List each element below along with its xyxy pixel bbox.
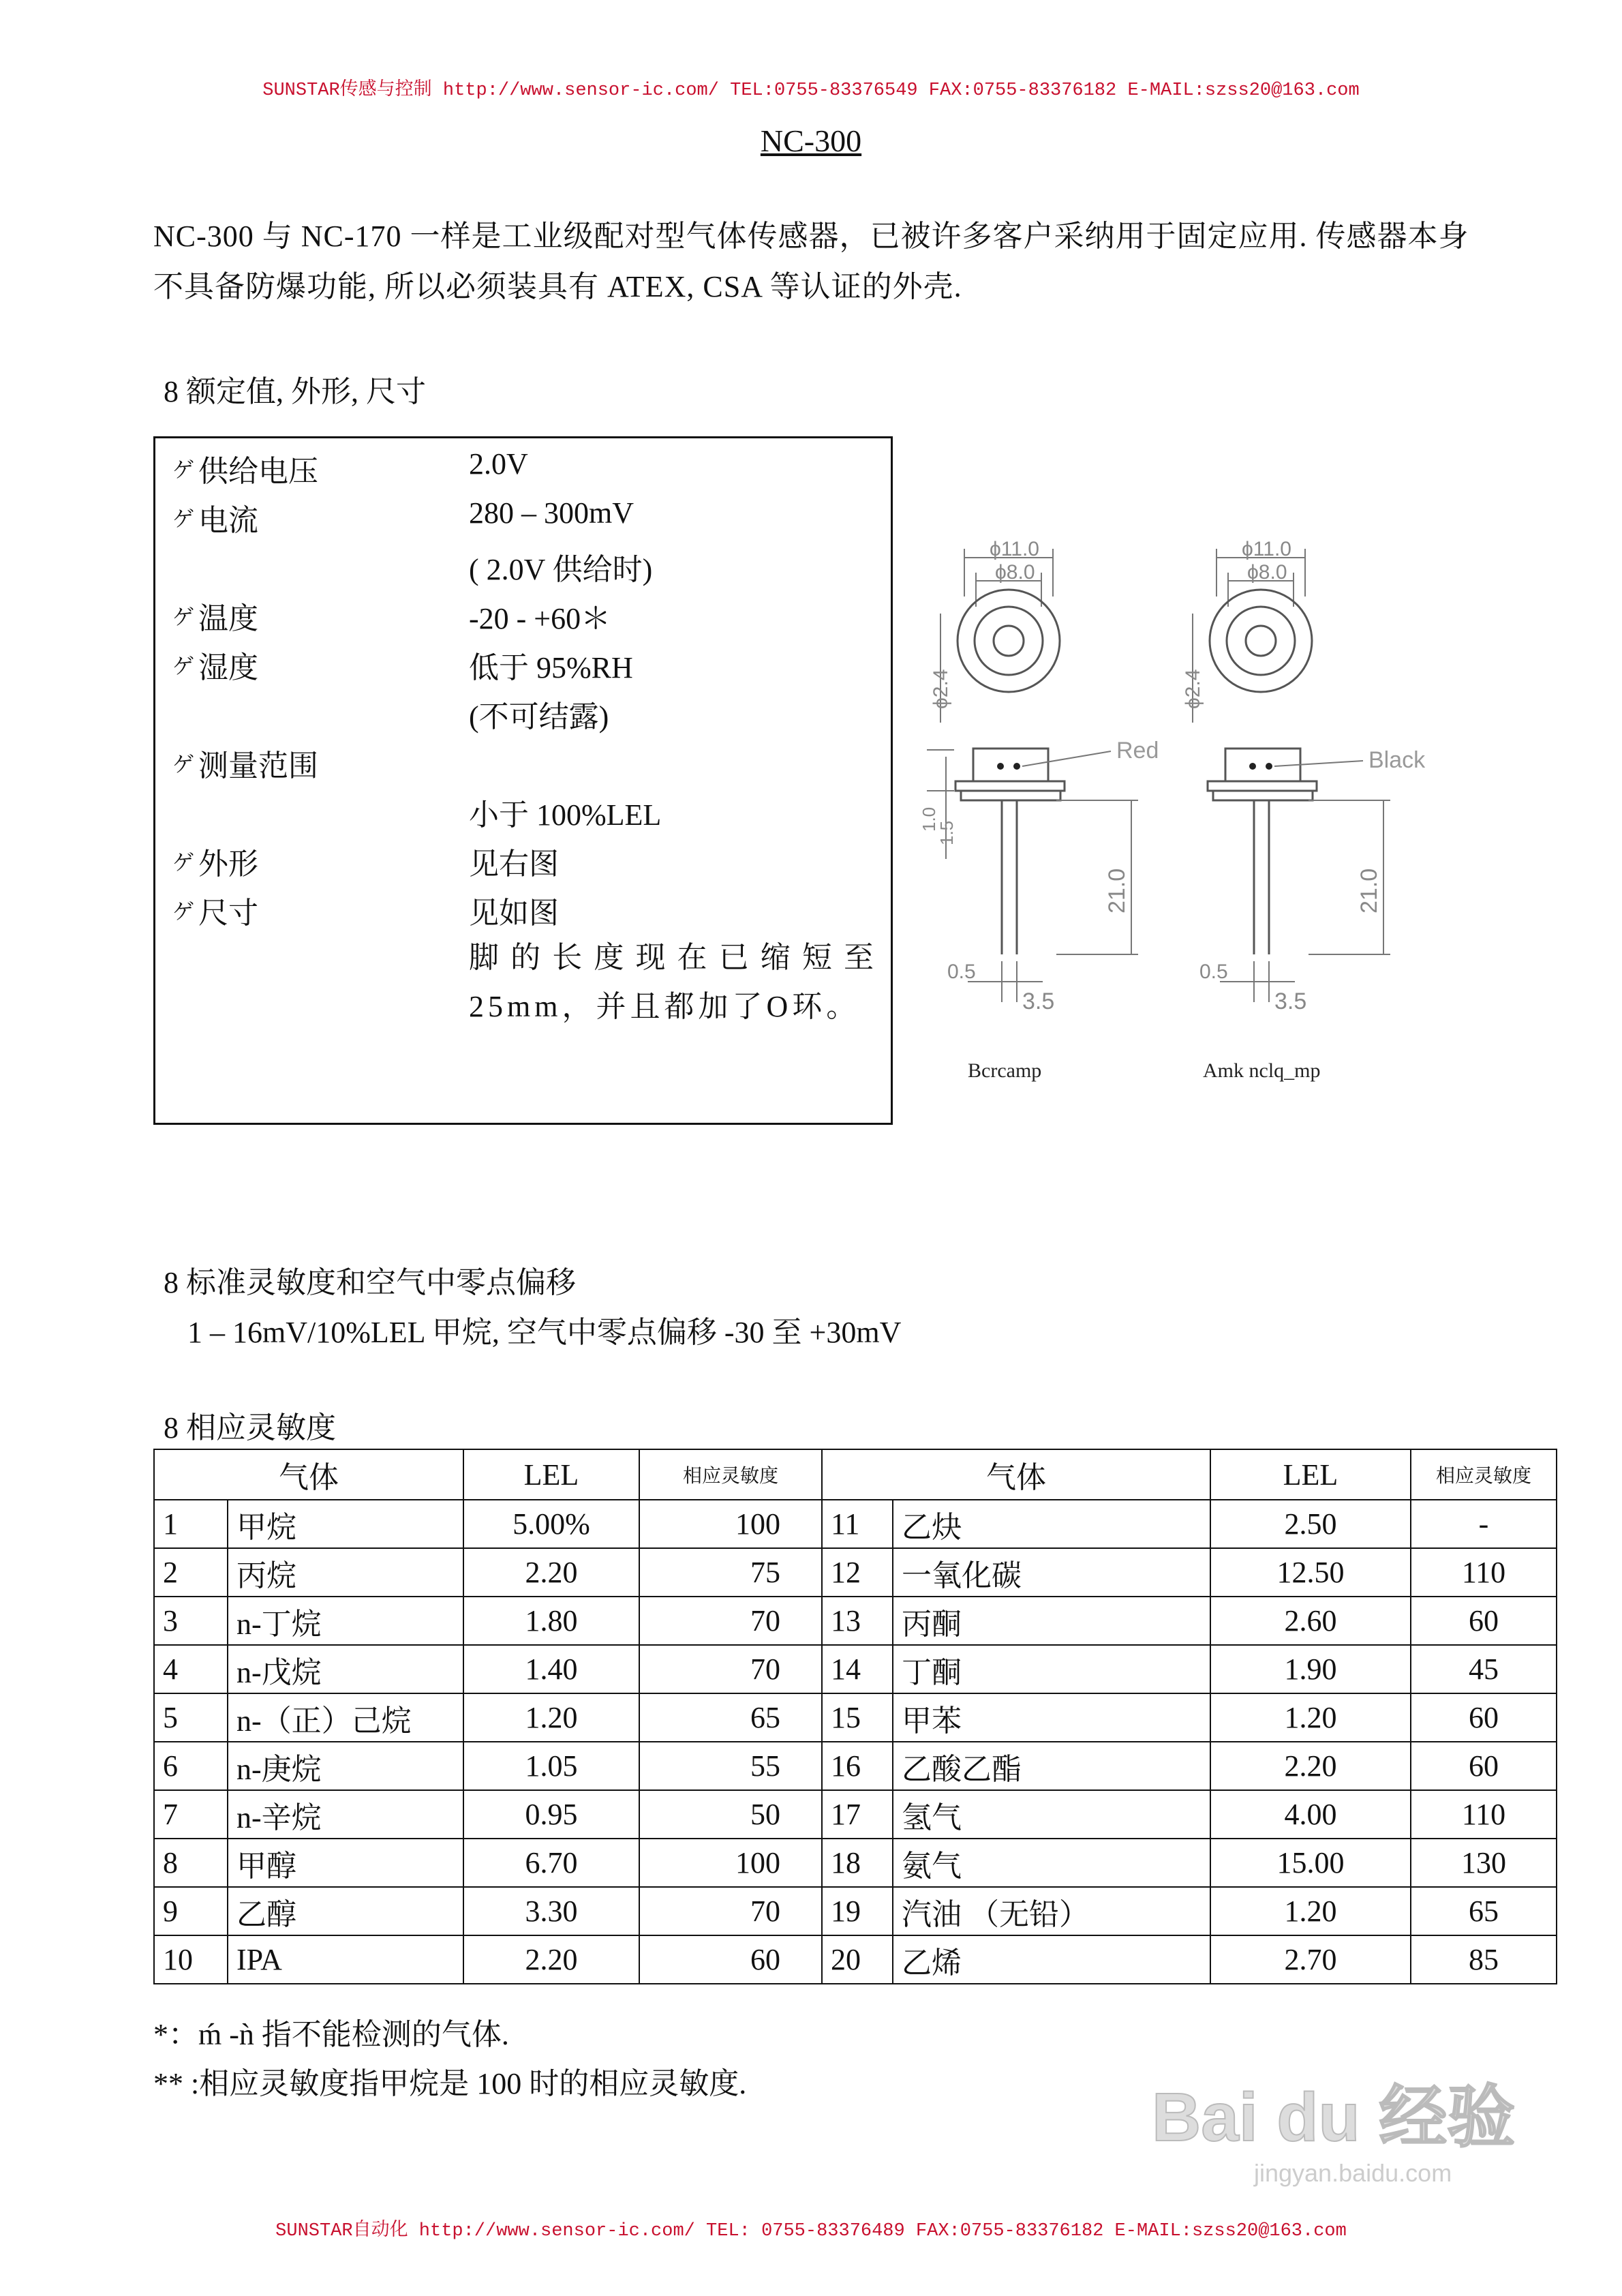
dim-wire-right: 0.5: [1199, 961, 1228, 983]
cell-lel: 5.00%: [463, 1500, 639, 1548]
spec-row-size: [172, 888, 258, 932]
cell-gas: n-戊烷: [228, 1645, 463, 1693]
cell-sensitivity: 70: [639, 1597, 822, 1645]
cell-num: 17: [822, 1790, 893, 1839]
cell-sensitivity: 100: [639, 1839, 822, 1887]
table-row: [154, 1693, 1557, 1742]
cell-lel: 2.20: [463, 1935, 639, 1984]
cell-num: 2: [154, 1548, 228, 1597]
cell-gas: 甲醇: [228, 1839, 463, 1887]
cell-sensitivity: 70: [639, 1887, 822, 1935]
cell-lel: 2.20: [1210, 1742, 1411, 1790]
dim-length-right: 21.0: [1356, 868, 1382, 913]
page-title: NC-300: [760, 123, 862, 158]
header-gas: 气体: [154, 1449, 463, 1500]
spec-label: 电流: [198, 504, 258, 537]
cell-gas: 乙炔: [893, 1500, 1210, 1548]
header-sensitivity: 相应灵敏度: [639, 1449, 822, 1500]
spec-label: 温度: [198, 602, 258, 635]
cell-lel: 0.95: [463, 1790, 639, 1839]
cell-num: 5: [154, 1693, 228, 1742]
dim-inner-right: ϕ8.0: [1247, 561, 1287, 584]
cell-sensitivity: 110: [1411, 1548, 1557, 1597]
spec-value: 见右图: [469, 847, 559, 881]
cell-num: 16: [822, 1742, 893, 1790]
cell-gas: n-庚烷: [228, 1742, 463, 1790]
spec-row-current: [172, 496, 258, 539]
spec-value: 280 – 300mV: [469, 496, 634, 530]
cell-num: 1: [154, 1500, 228, 1548]
cell-lel: 6.70: [463, 1839, 639, 1887]
table-row: [154, 1839, 1557, 1887]
cell-gas: 甲苯: [893, 1693, 1210, 1742]
page-footer: SUNSTAR自动化 http://www.sensor-ic.com/ TEL: 0755-83376489 FAX:0755-83376182 E-MAIL:szss20@163.com: [275, 2221, 1347, 2241]
cell-num: 8: [154, 1839, 228, 1887]
dim-outer-left: ϕ11.0: [990, 538, 1039, 560]
cell-gas: 一氧化碳: [893, 1548, 1210, 1597]
wire-label-black: Black: [1368, 747, 1426, 773]
cell-lel: 1.20: [1210, 1887, 1411, 1935]
spec-row-temperature: [172, 594, 258, 637]
table-row: [154, 1790, 1557, 1839]
cell-gas: n-（正）己烷: [228, 1693, 463, 1742]
zero-offset-text: 1 – 16mV/10%LEL 甲烷, 空气中零点偏移 -30 至 +30mV: [187, 1316, 902, 1349]
cell-sensitivity: 65: [1411, 1887, 1557, 1935]
cell-sensitivity: 110: [1411, 1790, 1557, 1839]
spec-value: 2.0V: [469, 447, 528, 481]
spec-box: [153, 436, 893, 1125]
spec-value-extra: ( 2.0V 供给时): [469, 553, 653, 586]
cell-gas: IPA: [228, 1935, 463, 1984]
cell-sensitivity: 60: [1411, 1742, 1557, 1790]
cell-gas: 丁酮: [893, 1645, 1210, 1693]
spec-label: 测量范围: [198, 749, 318, 783]
cell-gas: 乙烯: [893, 1935, 1210, 1984]
cell-num: 3: [154, 1597, 228, 1645]
cell-num: 12: [822, 1548, 893, 1597]
dim-flange2-left: 1.5: [936, 820, 957, 845]
cell-num: 10: [154, 1935, 228, 1984]
header-gas: 气体: [822, 1449, 1210, 1500]
section-zero-heading: 8 标准灵敏度和空气中零点偏移: [164, 1266, 576, 1299]
spec-value-extra: 小于 100%LEL: [469, 798, 662, 832]
spec-value-extra: (不可结露): [469, 700, 609, 734]
spec-note: 脚的长度现在已缩短至25mm，并且都加了O环。: [469, 941, 878, 1023]
cell-num: 13: [822, 1597, 893, 1645]
cell-gas: 丙烷: [228, 1548, 463, 1597]
cell-sensitivity: 70: [639, 1645, 822, 1693]
cell-gas: 甲烷: [228, 1500, 463, 1548]
bullet-icon: ゲ: [172, 899, 195, 924]
spec-row-humidity: [172, 643, 258, 686]
cell-gas: n-辛烷: [228, 1790, 463, 1839]
cell-gas: n-丁烷: [228, 1597, 463, 1645]
left-sensor-drawing: [919, 538, 1159, 1082]
cell-num: 20: [822, 1935, 893, 1984]
cell-num: 4: [154, 1645, 228, 1693]
cell-lel: 2.20: [463, 1548, 639, 1597]
cell-num: 7: [154, 1790, 228, 1839]
bullet-icon: ゲ: [172, 850, 195, 875]
wire-label-red: Red: [1116, 738, 1159, 764]
cell-lel: 3.30: [463, 1887, 639, 1935]
spec-label: 尺寸: [198, 896, 258, 930]
header-lel: LEL: [1210, 1449, 1411, 1500]
cell-lel: 1.80: [463, 1597, 639, 1645]
cell-gas: 乙醇: [228, 1887, 463, 1935]
section-rating-heading: 8 额定值, 外形, 尺寸: [164, 375, 426, 408]
cell-lel: 2.60: [1210, 1597, 1411, 1645]
table-row: [154, 1935, 1557, 1984]
watermark-url: jingyan.baidu.com: [1254, 2159, 1452, 2187]
dim-length-left: 21.0: [1104, 868, 1130, 913]
cell-num: 14: [822, 1645, 893, 1693]
cell-sensitivity: 75: [639, 1548, 822, 1597]
bullet-icon: ゲ: [172, 752, 195, 776]
spec-row-voltage: [172, 447, 318, 490]
bullet-icon: ゲ: [172, 654, 195, 678]
header-sensitivity: 相应灵敏度: [1411, 1449, 1557, 1500]
dim-flange-left: 1.0: [919, 806, 939, 832]
spec-row-range: [172, 741, 318, 785]
cell-lel: 1.20: [1210, 1693, 1411, 1742]
spec-value: 低于 95%RH: [469, 651, 633, 684]
cell-gas: 氢气: [893, 1790, 1210, 1839]
cell-sensitivity: 45: [1411, 1645, 1557, 1693]
cell-num: 6: [154, 1742, 228, 1790]
dim-outer-right: ϕ11.0: [1242, 538, 1291, 560]
cell-sensitivity: 60: [1411, 1597, 1557, 1645]
cell-lel: 1.90: [1210, 1645, 1411, 1693]
footnote-undetectable: *：ḿ -ǹ 指不能检测的气体.: [153, 2018, 509, 2051]
spec-label: 供给电压: [198, 455, 318, 488]
cell-gas: 丙酮: [893, 1597, 1210, 1645]
cell-sensitivity: 60: [1411, 1693, 1557, 1742]
table-header-row: [154, 1449, 1557, 1500]
footnote-sensitivity: ** :相应灵敏度指甲烷是 100 时的相应灵敏度.: [153, 2067, 747, 2100]
dim-wire-left: 0.5: [947, 961, 976, 983]
bullet-icon: ゲ: [172, 507, 195, 531]
cell-num: 9: [154, 1887, 228, 1935]
cell-sensitivity: 60: [639, 1935, 822, 1984]
cell-num: 18: [822, 1839, 893, 1887]
cell-sensitivity: 85: [1411, 1935, 1557, 1984]
cell-num: 19: [822, 1887, 893, 1935]
cell-sensitivity: 130: [1411, 1839, 1557, 1887]
bullet-icon: ゲ: [172, 605, 195, 629]
spec-value: 见如图: [469, 896, 559, 930]
cell-num: 15: [822, 1693, 893, 1742]
cell-lel: 2.50: [1210, 1500, 1411, 1548]
dim-pin-right: ϕ2.4: [1182, 669, 1204, 709]
cell-lel: 2.70: [1210, 1935, 1411, 1984]
spec-row-shape: [172, 839, 258, 883]
cell-sensitivity: 100: [639, 1500, 822, 1548]
cell-lel: 4.00: [1210, 1790, 1411, 1839]
cell-gas: 乙酸乙酯: [893, 1742, 1210, 1790]
caption-right: Amk nclq_mp: [1203, 1059, 1321, 1082]
table-row: [154, 1887, 1557, 1935]
cell-sensitivity: 50: [639, 1790, 822, 1839]
page-header: SUNSTAR传感与控制 http://www.sensor-ic.com/ TEL:0755-83376549 FAX:0755-83376182 E-MAIL:szss20@163.com: [262, 80, 1360, 101]
cell-gas: 氨气: [893, 1839, 1210, 1887]
table-row: [154, 1742, 1557, 1790]
cell-num: 11: [822, 1500, 893, 1548]
caption-left: Bcrcamp: [968, 1059, 1042, 1082]
spec-value: -20 - +60＊: [469, 602, 611, 635]
cell-lel: 12.50: [1210, 1548, 1411, 1597]
table-row: [154, 1548, 1557, 1597]
dim-pin-left: ϕ2.4: [930, 669, 952, 709]
cell-sensitivity: -: [1411, 1500, 1557, 1548]
cell-sensitivity: 65: [639, 1693, 822, 1742]
dim-gap-left: 3.5: [1022, 988, 1055, 1014]
table-row: [154, 1500, 1557, 1548]
sensitivity-table: [153, 1449, 1557, 1984]
section-sensitivity-heading: 8 相应灵敏度: [164, 1411, 336, 1445]
bullet-icon: ゲ: [172, 457, 195, 482]
cell-lel: 1.40: [463, 1645, 639, 1693]
dim-gap-right: 3.5: [1274, 988, 1307, 1014]
cell-lel: 15.00: [1210, 1839, 1411, 1887]
table-row: [154, 1597, 1557, 1645]
cell-sensitivity: 55: [639, 1742, 822, 1790]
table-row: [154, 1645, 1557, 1693]
right-sensor-drawing: [1182, 538, 1426, 1082]
dim-inner-left: ϕ8.0: [995, 561, 1035, 584]
intro-paragraph: NC-300 与 NC-170 一样是工业级配对型气体传感器，已被许多客户采纳用于固定应用. 传感器本身不具备防爆功能, 所以必须装具有 ATEX, CSA 等认证的外壳.: [153, 220, 1469, 303]
sensor-dimension-diagram: [919, 532, 1540, 1098]
spec-label: 外形: [198, 847, 258, 881]
cell-gas: 汽油 （无铅）: [893, 1887, 1210, 1935]
cell-lel: 1.20: [463, 1693, 639, 1742]
header-lel: LEL: [463, 1449, 639, 1500]
spec-label: 湿度: [198, 651, 258, 684]
cell-lel: 1.05: [463, 1742, 639, 1790]
baidu-watermark: [1152, 2079, 1547, 2188]
watermark-logo-text: Bai du 经验: [1152, 2079, 1516, 2156]
